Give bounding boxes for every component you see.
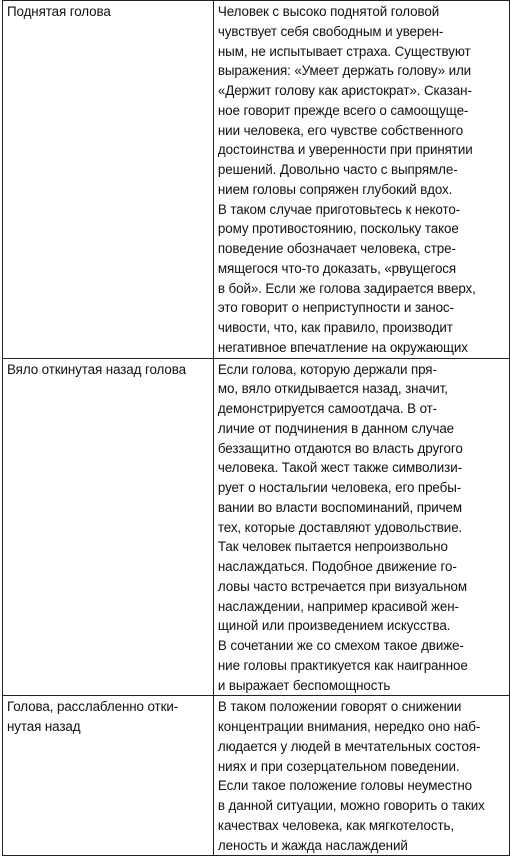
description-line: вании во власти воспоминаний, причем [217,499,462,515]
description-line: поведение обозначает человека, стре- [217,241,456,256]
description-line: тех, которые доставляют удовольствие. [217,519,463,535]
description-line: достоинства и уверенности при принятии [217,142,473,158]
description-line: и выражает беспомощность [217,677,391,693]
description-line: ниях и при созерцательном поведении. [217,758,460,774]
table-row [3,358,510,696]
description-line: демонстрируется самоотдача. В от- [217,401,438,416]
description-line: В сочетании же со смехом такое движе- [217,638,464,653]
description-line: мо, вяло откидывается назад, значит, [217,381,448,397]
description-line: Если голова, которую держали пря- [217,361,437,377]
description-line: человека. Такой жест также символизи- [217,460,462,476]
description-line: леность и жажда наслаждений [217,837,408,853]
description-line: нием головы сопряжен глубокий вдох. [217,181,453,197]
description-line: чувствует себя свободным и уверен- [217,23,444,39]
description-line: ным, не испытывает страха. Существуют [217,43,471,59]
description-line: наслаждении, например красивой жен- [217,598,459,614]
description-line: В таком случае приготовьтесь к некото- [217,201,461,217]
table-row [3,1,510,359]
term-cell [3,696,214,856]
term-cell [3,1,214,359]
description-line: решений. Довольно часто с выпрямле- [217,162,458,177]
description-line: Если такое положение головы неуместно [217,778,473,794]
description-line: Человек с высоко поднятой головой [217,4,440,19]
description-line: В таком положении говорят о снижении [217,699,462,715]
table-body [3,1,510,856]
description-cell [213,1,509,359]
description-line: беззащитно отдаются во власть другого [217,440,463,456]
term-label: Вяло откинутая назад голова [7,361,186,377]
description-line: мящегося что-то доказать, «рвущегося [217,260,457,276]
description-line: щиной или произведением искусства. [217,618,451,634]
description-line: выражения: «Умеет держать голову» или [217,63,472,79]
description-line: рому противостоянию, поскольку такое [217,221,459,237]
description-line: в бой». Если же голова задирается вверх, [217,280,476,296]
description-line: качествах человека, как мягкотелость, [217,817,455,833]
description-line: концентрации внимания, нередко оно наб- [217,719,481,734]
description-line: наслаждаться. Подобное движение го- [217,559,457,574]
description-cell [213,696,509,856]
term-cell [3,358,214,696]
term-label: Голова, расслабленно отки- нутая назад [7,699,179,734]
description-cell [213,358,509,696]
description-line: чивости, что, как правило, производит [217,320,453,335]
term-label: Поднятая голова [7,4,111,19]
description-line: нии человека, его чувстве собственного [217,122,464,138]
description-line: в данной ситуации, можно говорить о таких [217,798,485,813]
description-line: людается у людей в мечтательных состоя- [217,738,481,754]
description-line: это говорит о неприступности и занос- [217,300,454,316]
description-line: личие от подчинения в данном случае [217,420,455,436]
description-line: Так человек пытается непроизвольно [217,539,448,555]
gesture-table [2,0,510,856]
description-line: рует о ностальгии человека, его пребы- [217,480,462,495]
description-line: ние головы практикуется как наигранное [217,657,468,673]
description-line: ловы часто встречается при визуальном [217,578,467,594]
table-row [3,696,510,856]
description-line: «Держит голову как аристократ». Сказан- [217,83,472,98]
description-line: негативное впечатление на окружающих [217,339,468,355]
description-line: ное говорит прежде всего о самоощуще- [217,102,469,118]
